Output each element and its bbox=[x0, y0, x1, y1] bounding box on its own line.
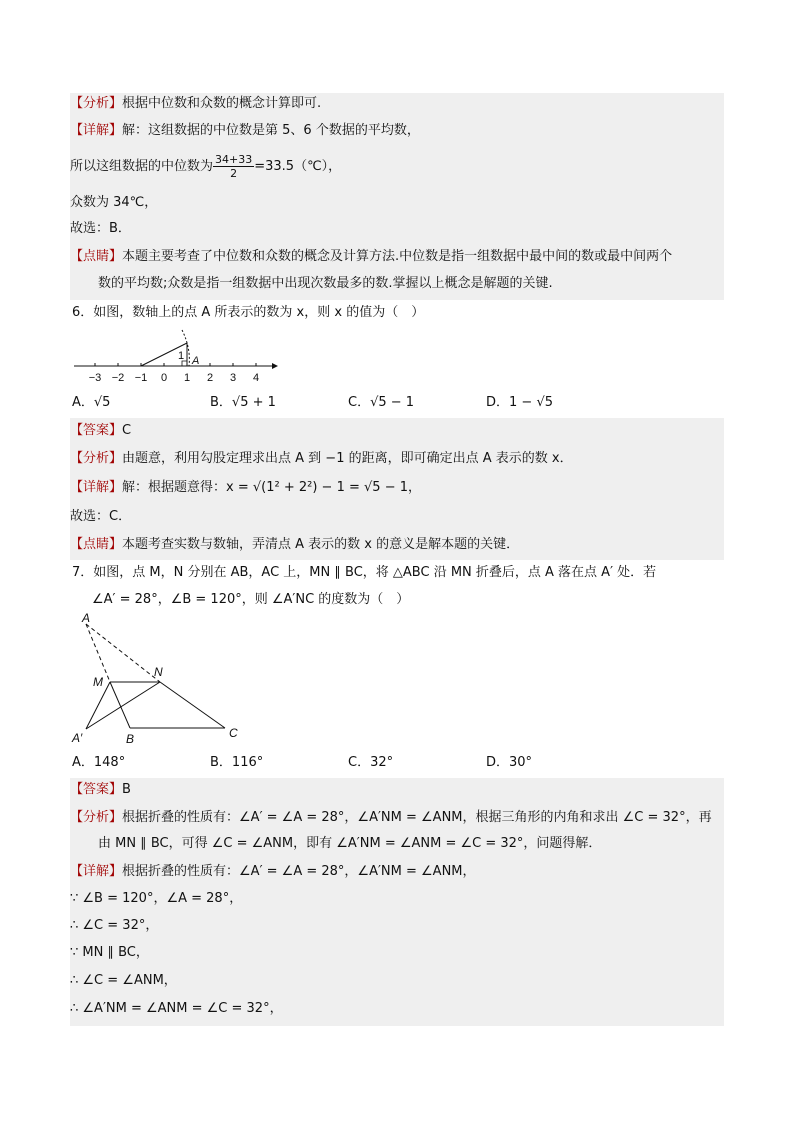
q7-option-a: A．148° bbox=[72, 755, 126, 770]
q7-answer bbox=[70, 781, 131, 799]
q5-analysis bbox=[70, 95, 321, 113]
q7-detail-line5 bbox=[70, 972, 177, 990]
q7-detail-line1 bbox=[70, 863, 476, 881]
q7-detail-text3: ∴ ∠C = 32°， bbox=[70, 918, 159, 933]
q5-median-fraction bbox=[213, 153, 254, 180]
q5-analysis-text: 根据中位数和众数的概念计算即可. bbox=[122, 96, 322, 111]
q6-answer bbox=[70, 422, 131, 440]
q7-dashed-an bbox=[86, 624, 160, 682]
q6-detail-text: 解：根据题意得：x = √(1² + 2²) − 1 = √5 − 1， bbox=[122, 480, 421, 495]
q7-answer-tag: 【答案】 bbox=[70, 782, 123, 797]
q7-detail-text2: ∵ ∠B = 120°，∠A = 28°， bbox=[70, 891, 243, 906]
q6-tick-label: −3 bbox=[88, 372, 102, 384]
q7-triangle-figure bbox=[70, 612, 250, 748]
q5-median-pre: 所以这组数据的中位数为 bbox=[70, 159, 214, 174]
q7-analysis-tag: 【分析】 bbox=[70, 810, 123, 825]
q5-comment-text2: 数的平均数;众数是指一组数据中出现次数最多的数.掌握以上概念是解题的关键. bbox=[98, 276, 553, 291]
q7-na-prime bbox=[86, 682, 160, 729]
q5-choose-line bbox=[70, 220, 131, 238]
q7-detail-text6: ∴ ∠A′NM = ∠ANM = ∠C = 32°， bbox=[70, 1001, 283, 1016]
q7-detail-line2 bbox=[70, 890, 242, 908]
q6-number-line-figure bbox=[70, 326, 285, 388]
q7-mb-segment bbox=[110, 682, 130, 728]
q7-label-a-prime: A′ bbox=[72, 731, 83, 745]
q7-option-c: C．32° bbox=[348, 755, 394, 770]
q6-side-label: 1 bbox=[178, 350, 185, 362]
q7-label-b: B bbox=[126, 732, 135, 746]
q7-nc-segment bbox=[160, 682, 225, 728]
q6-tick-label: 0 bbox=[160, 372, 168, 384]
q7-detail-text4: ∵ MN ∥ BC， bbox=[70, 945, 149, 960]
q5-detail-tag: 【详解】 bbox=[70, 123, 123, 138]
q7-detail-tag: 【详解】 bbox=[70, 864, 123, 879]
q7-analysis-text2: 由 MN ∥ BC，可得 ∠C = ∠ANM，即有 ∠A′NM = ∠ANM = ∠C = 32°，问题得解． bbox=[98, 836, 602, 851]
q6-option-b: B．√5 + 1 bbox=[210, 395, 276, 410]
q7-label-c: C bbox=[229, 726, 238, 740]
q7-option-d: D．30° bbox=[486, 755, 533, 770]
q5-choose-text: 故选：B． bbox=[70, 221, 131, 236]
q6-analysis bbox=[70, 450, 573, 468]
q5-median-line bbox=[70, 150, 341, 184]
q7-label-m: M bbox=[93, 675, 103, 689]
q6-tick-label: 3 bbox=[229, 372, 237, 384]
q6-answer-tag: 【答案】 bbox=[70, 423, 123, 438]
q6-tick-label: 2 bbox=[206, 372, 214, 384]
q6-tick-label: 4 bbox=[252, 372, 260, 384]
q6-stem: 6．如图，数轴上的点 A 所表示的数为 x，则 x 的值为（ ） bbox=[72, 305, 425, 320]
q6-answer-text: C bbox=[122, 423, 132, 438]
q7-detail-line3 bbox=[70, 917, 158, 935]
q7-stem-line1: 7．如图，点 M，N 分别在 AB，AC 上，MN ∥ BC，将 △ABC 沿 MN 折叠后，点 A 落在点 A′ 处．若 bbox=[72, 565, 657, 580]
q6-option-c: C．√5 − 1 bbox=[348, 395, 415, 410]
q7-analysis-line1 bbox=[70, 809, 712, 827]
q5-detail-line1 bbox=[70, 122, 420, 140]
q6-tick-label: −1 bbox=[134, 372, 148, 384]
q7-detail-text5: ∴ ∠C = ∠ANM， bbox=[70, 973, 177, 988]
q6-option-a: A．√5 bbox=[72, 395, 111, 410]
q5-frac-numerator: 34+33 bbox=[215, 153, 253, 166]
q6-tick-label: −2 bbox=[111, 372, 125, 384]
q6-analysis-tag: 【分析】 bbox=[70, 451, 123, 466]
q7-detail-line6 bbox=[70, 1000, 283, 1018]
q5-comment-text1: 本题主要考查了中位数和众数的概念及计算方法.中位数是指一组数据中最中间的数或最中间两个 bbox=[122, 249, 673, 264]
q6-choose bbox=[70, 508, 131, 526]
q7-detail-line4 bbox=[70, 944, 149, 962]
q5-analysis-tag: 【分析】 bbox=[70, 96, 123, 111]
q7-label-a: A bbox=[82, 612, 91, 625]
q5-solution-block bbox=[70, 93, 724, 300]
q6-comment-text: 本题考查实数与数轴，弄清点 A 表示的数 x 的意义是解本题的关键． bbox=[122, 537, 520, 552]
q6-solution-block bbox=[70, 418, 724, 560]
q6-detail-tag: 【详解】 bbox=[70, 480, 123, 495]
q6-axis-arrow bbox=[272, 363, 278, 369]
q6-option-d: D．1 − √5 bbox=[486, 395, 553, 410]
q6-analysis-text: 由题意，利用勾股定理求出点 A 到 −1 的距离，即可确定出点 A 表示的数 x． bbox=[122, 451, 573, 466]
q7-label-n: N bbox=[154, 665, 163, 679]
q6-detail bbox=[70, 479, 421, 497]
q5-comment-line1 bbox=[70, 248, 672, 266]
q5-mode-text: 众数为 34℃， bbox=[70, 195, 158, 210]
q6-comment bbox=[70, 536, 519, 554]
q7-analysis-line2 bbox=[98, 835, 601, 853]
q5-detail-text1: 解：这组数据的中位数是第 5、6 个数据的平均数， bbox=[122, 123, 420, 138]
q7-detail-text1: 根据折叠的性质有：∠A′ = ∠A = 28°，∠A′NM = ∠ANM， bbox=[122, 864, 476, 879]
q5-median-post: =33.5（℃）， bbox=[254, 159, 342, 174]
q5-frac-denominator: 2 bbox=[230, 167, 238, 180]
q7-solution-block bbox=[70, 778, 724, 1026]
q6-choose-text: 故选：C． bbox=[70, 509, 132, 524]
q5-comment-tag: 【点睛】 bbox=[70, 249, 123, 264]
q6-point-label: A bbox=[192, 355, 200, 367]
q5-comment-line2 bbox=[98, 275, 553, 293]
q5-mode-line bbox=[70, 194, 157, 212]
q6-tick-label: 1 bbox=[183, 372, 191, 384]
q7-answer-text: B bbox=[122, 782, 131, 797]
q6-comment-tag: 【点睛】 bbox=[70, 537, 123, 552]
q7-option-b: B．116° bbox=[210, 755, 264, 770]
q7-analysis-text1: 根据折叠的性质有：∠A′ = ∠A = 28°，∠A′NM = ∠ANM，根据三角形的内角和求出 ∠C = 32°，再 bbox=[122, 810, 712, 825]
q7-dashed-am bbox=[86, 624, 110, 682]
q7-stem-line2: ∠A′ = 28°，∠B = 120°，则 ∠A′NC 的度数为（ ） bbox=[92, 592, 410, 607]
